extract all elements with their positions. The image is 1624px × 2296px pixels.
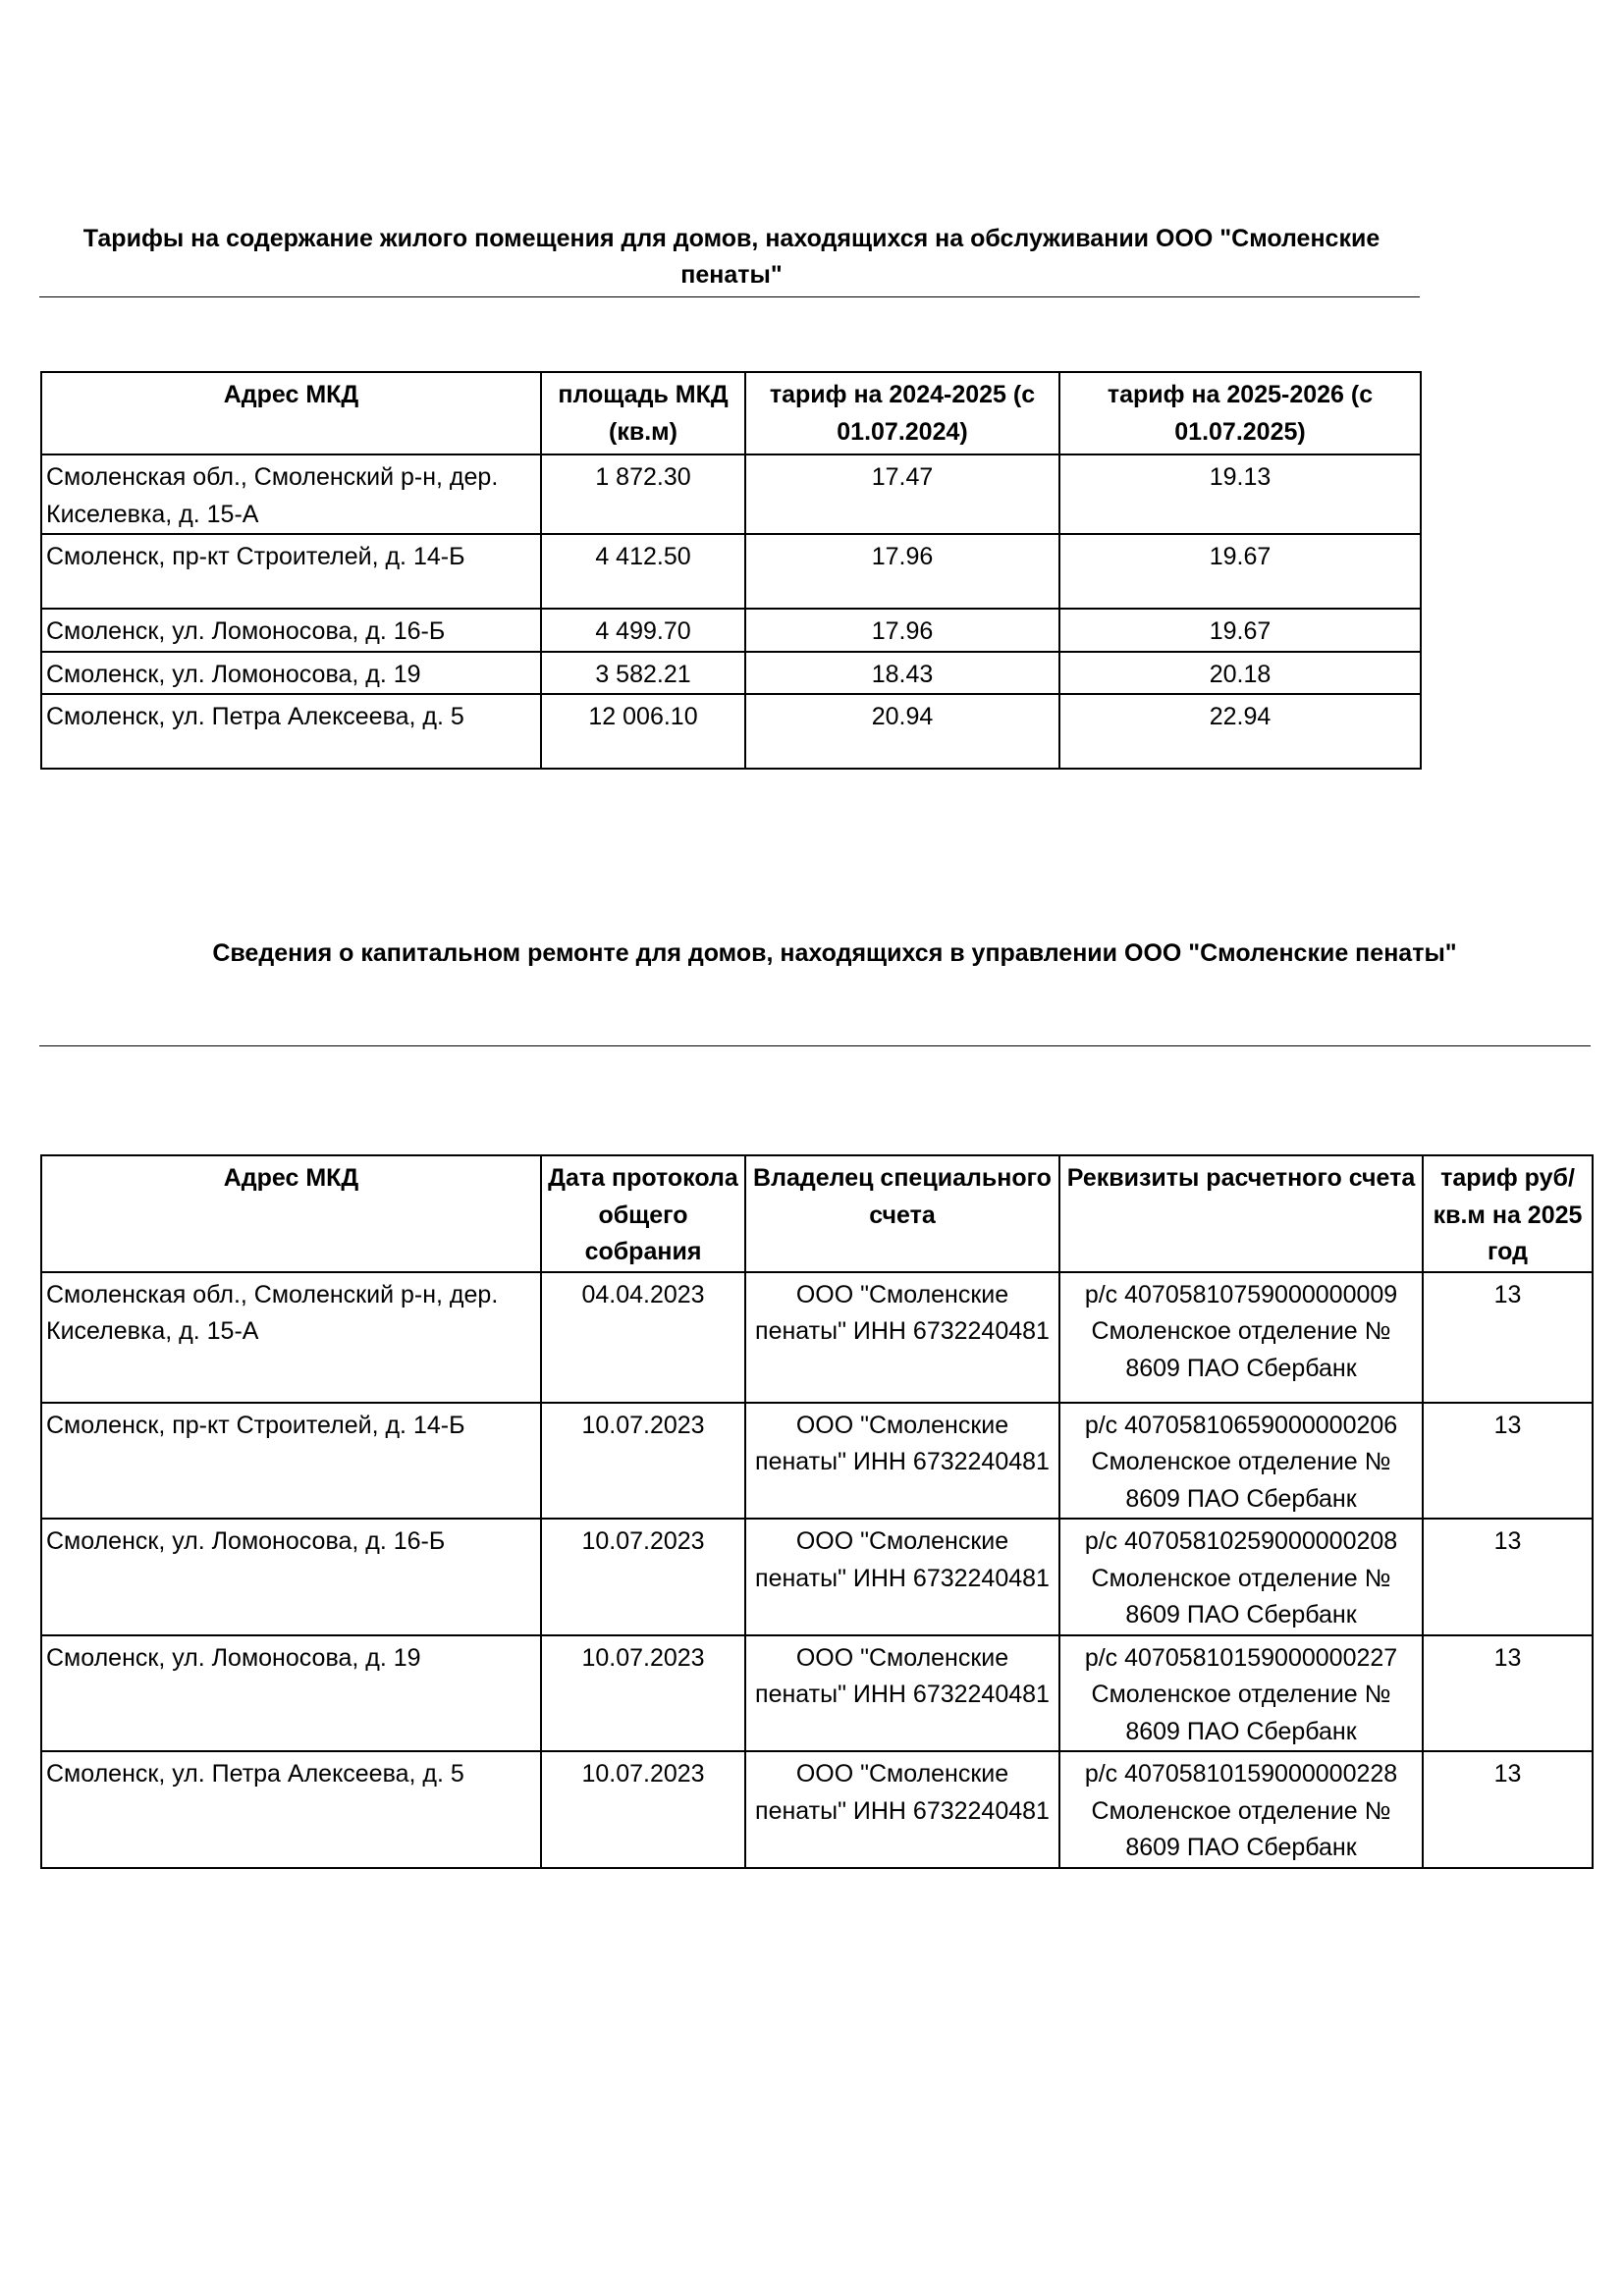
header-account-owner: Владелец специального счета (745, 1155, 1059, 1272)
cell-area: 4 412.50 (541, 534, 745, 609)
capital-repair-title-rule (39, 1045, 1591, 1046)
cell-account-details: р/с 40705810159000000227 Смоленское отделение № 8609 ПАО Сбербанк (1059, 1635, 1423, 1752)
cell-tariff-2024: 18.43 (745, 652, 1059, 695)
cell-account-owner: ООО "Смоленские пенаты" ИНН 6732240481 (745, 1635, 1059, 1752)
cell-tariff: 13 (1423, 1751, 1593, 1868)
cell-protocol-date: 10.07.2023 (541, 1519, 745, 1635)
capital-repair-title: Сведения о капитальном ремонте для домов, находящихся в управлении ООО "Смоленские пенаты" (212, 939, 1457, 967)
table-row (41, 1751, 1593, 1868)
cell-address: Смоленск, пр-кт Строителей, д. 14-Б (41, 534, 541, 609)
capital-repair-table (40, 1154, 1594, 1869)
cell-tariff: 13 (1423, 1403, 1593, 1520)
cell-account-details: р/с 40705810659000000206 Смоленское отделение № 8609 ПАО Сбербанк (1059, 1403, 1423, 1520)
header-tariff-2025: тариф на 2025-2026 (с 01.07.2025) (1059, 372, 1421, 454)
cell-tariff-2025: 19.67 (1059, 609, 1421, 652)
header-tariff-2024: тариф на 2024-2025 (с 01.07.2024) (745, 372, 1059, 454)
tariffs-title-rule (39, 296, 1420, 297)
cell-area: 1 872.30 (541, 454, 745, 534)
cell-tariff: 13 (1423, 1272, 1593, 1403)
cell-tariff-2024: 17.47 (745, 454, 1059, 534)
capital-repair-header-row (41, 1155, 1593, 1272)
table-row (41, 694, 1421, 769)
table-row (41, 609, 1421, 652)
tariffs-table (40, 371, 1422, 770)
table-row (41, 652, 1421, 695)
cell-protocol-date: 10.07.2023 (541, 1751, 745, 1868)
cell-tariff-2024: 20.94 (745, 694, 1059, 769)
table-row (41, 1403, 1593, 1520)
cell-account-details: р/с 40705810259000000208 Смоленское отделение № 8609 ПАО Сбербанк (1059, 1519, 1423, 1635)
cell-address: Смоленск, ул. Ломоносова, д. 16-Б (41, 1519, 541, 1635)
cell-area: 4 499.70 (541, 609, 745, 652)
cell-tariff-2025: 22.94 (1059, 694, 1421, 769)
cell-protocol-date: 10.07.2023 (541, 1635, 745, 1752)
cell-account-owner: ООО "Смоленские пенаты" ИНН 6732240481 (745, 1403, 1059, 1520)
cell-address: Смоленск, ул. Петра Алексеева, д. 5 (41, 1751, 541, 1868)
table-row (41, 1272, 1593, 1403)
cell-account-owner: ООО "Смоленские пенаты" ИНН 6732240481 (745, 1751, 1059, 1868)
cell-tariff-2025: 19.13 (1059, 454, 1421, 534)
table-row (41, 454, 1421, 534)
tariffs-header-row (41, 372, 1421, 454)
tariffs-title: Тарифы на содержание жилого помещения для домов, находящихся на обслуживании ООО "Смоленские пенаты" (82, 225, 1380, 289)
table-row (41, 1635, 1593, 1752)
header-protocol-date: Дата протокола общего собрания (541, 1155, 745, 1272)
cell-address: Смоленск, ул. Петра Алексеева, д. 5 (41, 694, 541, 769)
header-area: площадь МКД (кв.м) (541, 372, 745, 454)
cell-account-owner: ООО "Смоленские пенаты" ИНН 6732240481 (745, 1519, 1059, 1635)
cell-tariff-2025: 19.67 (1059, 534, 1421, 609)
cell-tariff: 13 (1423, 1635, 1593, 1752)
header-address: Адрес МКД (41, 372, 541, 454)
cell-protocol-date: 04.04.2023 (541, 1272, 745, 1403)
cell-area: 3 582.21 (541, 652, 745, 695)
cell-tariff-2025: 20.18 (1059, 652, 1421, 695)
cell-address: Смоленск, пр-кт Строителей, д. 14-Б (41, 1403, 541, 1520)
cell-address: Смоленская обл., Смоленский р-н, дер. Киселевка, д. 15-А (41, 454, 541, 534)
cell-address: Смоленск, ул. Ломоносова, д. 16-Б (41, 609, 541, 652)
cell-address: Смоленск, ул. Ломоносова, д. 19 (41, 1635, 541, 1752)
table-row (41, 1519, 1593, 1635)
cell-account-owner: ООО "Смоленские пенаты" ИНН 6732240481 (745, 1272, 1059, 1403)
cell-area: 12 006.10 (541, 694, 745, 769)
cell-address: Смоленск, ул. Ломоносова, д. 19 (41, 652, 541, 695)
cell-address: Смоленская обл., Смоленский р-н, дер. Киселевка, д. 15-А (41, 1272, 541, 1403)
cell-tariff-2024: 17.96 (745, 609, 1059, 652)
cell-tariff-2024: 17.96 (745, 534, 1059, 609)
header-address: Адрес МКД (41, 1155, 541, 1272)
cell-tariff: 13 (1423, 1519, 1593, 1635)
header-tariff: тариф руб/кв.м на 2025 год (1423, 1155, 1593, 1272)
cell-account-details: р/с 40705810159000000228 Смоленское отделение № 8609 ПАО Сбербанк (1059, 1751, 1423, 1868)
table-row (41, 534, 1421, 609)
cell-account-details: р/с 40705810759000000009 Смоленское отделение № 8609 ПАО Сбербанк (1059, 1272, 1423, 1403)
cell-protocol-date: 10.07.2023 (541, 1403, 745, 1520)
header-account-details: Реквизиты расчетного счета (1059, 1155, 1423, 1272)
